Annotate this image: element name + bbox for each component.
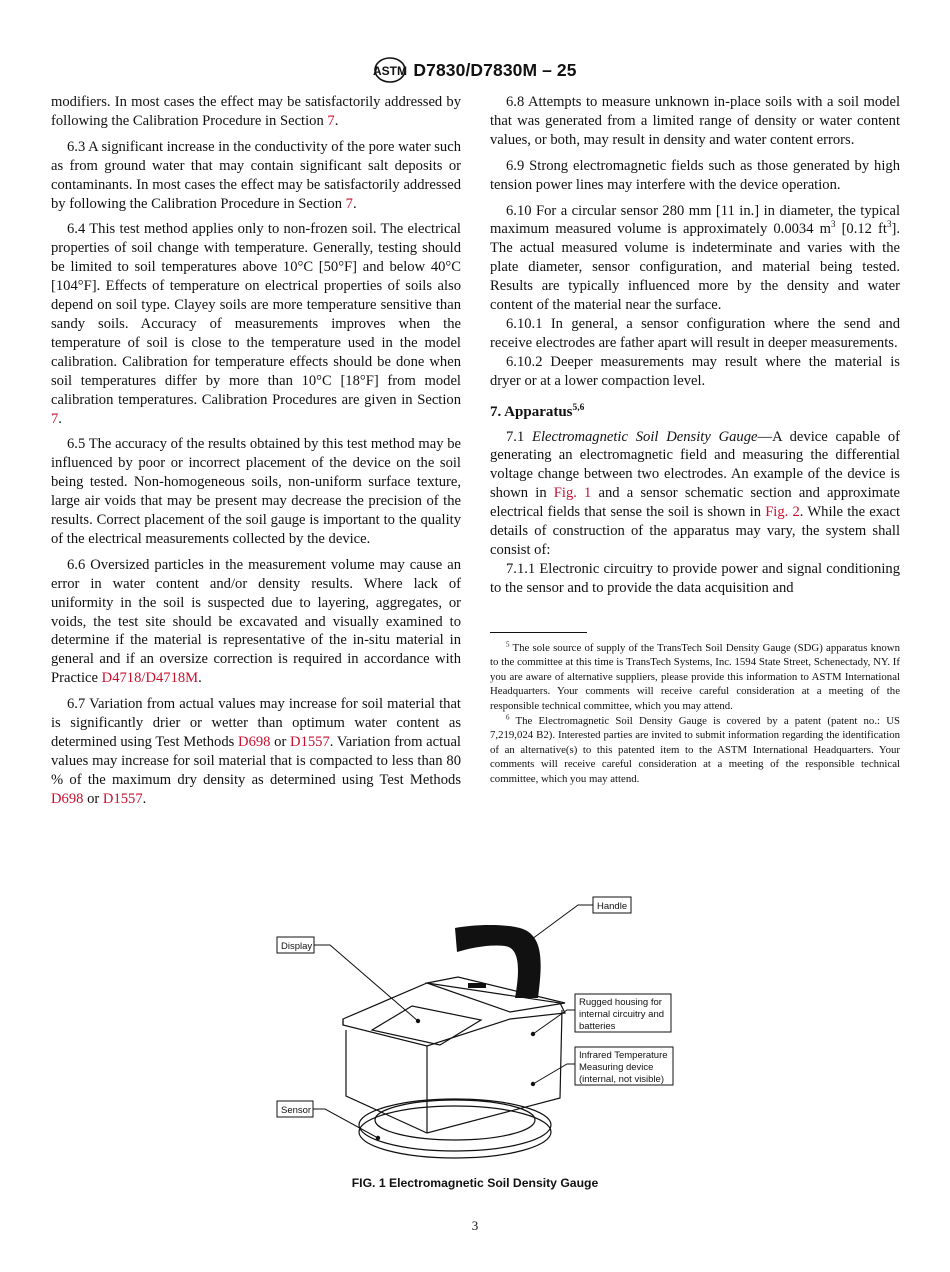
figure-caption: FIG. 1 Electromagnetic Soil Density Gauge: [351, 1176, 599, 1190]
fig-1-link[interactable]: Fig. 1: [553, 485, 592, 502]
d4718-link[interactable]: D4718/D4718M: [101, 670, 199, 687]
paragraph-6-2-continued: modifiers. In most cases the effect may be satisfactorily addressed by following the Calibration Procedure in Section 7.: [51, 94, 461, 129]
footnote-6: $^6$ The Electromagnetic Soil Density Gauge is covered by a patent (patent no.: US 7,219,024 B2). Interested parties are invited to submit information regarding the identification of an alternative(s) to this patented item to the ASTM International Headquarters. Your comments will receive careful consideration at a meeting of the responsible technical committee, which you may attend.: [490, 713, 900, 785]
paragraph-6-10: 6.10 For a circular sensor 280 mm [11 in.] in diameter, the typical maximum measured volume is approximately 0.0034 $m^3$ [0.12 $ft^3$]. The actual measured volume is indeterminate and varies with the plate diameter, sensor configuration, and material being tested. Results are typically influenced more by the density and water content of the material near the surface.: [490, 202, 900, 314]
paragraph-6-4: 6.4 This test method applies only to non-frozen soil. The electrical properties of soil change with temperature. Generally, testing should be limited to soil temperatures above 10°C [50°F] and below 40°C [104°F]. Effects of temperature on electrical properties of soils also depend on soil type. Clayey soils are more temperature sensitive than sandy soils. Accuracy of measurements improves when the temperature of soil is close to the temperature used in the model calibration. Calibration for temperature effects should be done when soil temperatures differ by more than 10°C [18°F] from model calibration temperatures. Calibration Procedures are given in Section 7.: [51, 221, 461, 427]
d698-link[interactable]: D698: [238, 734, 271, 750]
paragraph-6-10-2: 6.10.2 Deeper measurements may result where the material is dryer or at a lower compaction level.: [490, 353, 900, 389]
section-7-link[interactable]: 7: [327, 112, 335, 129]
figure-1-soil-density-gauge: [262, 888, 692, 1188]
label-housing-line3: batteries: [579, 1021, 616, 1032]
page-number: 3: [471, 1218, 479, 1233]
section-7-link[interactable]: 7: [51, 410, 59, 427]
d1557-link[interactable]: D1557: [102, 790, 143, 807]
paragraph-6-8: 6.8 Attempts to measure unknown in-place soils with a soil model that was generated from a limited range of density or water content values, or both, may result in density and water content errors.: [490, 94, 900, 148]
label-handle: Handle: [597, 901, 628, 912]
d698-link[interactable]: D698: [51, 790, 84, 807]
paragraph-6-9: 6.9 Strong electromagnetic fields such as those generated by high tension power lines may interfere with the device operation.: [490, 157, 900, 193]
paragraph-7-1-1: 7.1.1 Electronic circuitry to provide power and signal conditioning to the sensor and to provide the data acquisition and: [490, 560, 900, 596]
label-sensor: Sensor: [281, 1105, 312, 1116]
paragraph-6-6: 6.6 Oversized particles in the measurement volume may cause an error in water content and/or density results. Where lack of uniformity in the soil is suspected due to layering, aggregates, or voids, the test site should be excavated and visually examined to determine if the material is representative of the in-situ material in general and if an oversize correction is required in accordance with Practice D4718/D4718M.: [51, 556, 461, 687]
paragraph-7-1: 7.1 Electromagnetic Soil Density Gauge—A device capable of generating an electromagnetic field and measuring the differential voltage change between two electrodes. An example of the device is shown in Fig. 1 and a sensor schematic section and approximate electrical fields that sense the soil is shown in Fig. 2. While the exact details of construction of the apparatus may vary, the system shall consist of:: [490, 428, 901, 558]
footnote-divider: [490, 632, 587, 633]
right-column: [490, 93, 900, 787]
section-7-link[interactable]: 7: [345, 195, 353, 212]
section-7-heading: 7. Apparatus$^{5,6}$: [490, 402, 585, 420]
footnote-5: $^5$ The sole source of supply of the TransTech Soil Density Gauge (SDG) apparatus known to the committee at this time is TransTech Systems, Inc. 1594 State Street, Schenectady, NY. If you are aware of alternative suppliers, please provide this information to ASTM International Headquarters. Your comments will receive careful consideration at a meeting of the responsible technical committee, which you may attend.: [490, 640, 900, 713]
paragraph-6-3: 6.3 A significant increase in the conductivity of the pore water such as from ground water that may contain significant salt deposits or contaminants. In most cases the effect may be satisfactorily addressed by following the Calibration Procedure in Section 7.: [51, 138, 461, 212]
d1557-link[interactable]: D1557: [290, 734, 330, 750]
paragraph-6-5: 6.5 The accuracy of the results obtained by this test method may be influenced by poor or incorrect placement of the device on the soil being tested. Non-homogeneous soils, non-uniform surface texture, large air voids that may be present may decrease the precision of the results. Correct placement of the soil gauge is important to the quality of the electrical measurements collected by the device.: [51, 436, 461, 547]
label-display: Display: [281, 941, 313, 952]
page-header: [0, 56, 950, 89]
document-id: D7830/D7830M – 25: [413, 59, 577, 80]
label-housing-line1: Rugged housing for: [579, 997, 662, 1008]
label-infrared-line2: Measuring device: [579, 1062, 654, 1073]
label-infrared-line3: (internal, not visible): [579, 1074, 665, 1085]
fig-2-link[interactable]: Fig. 2: [765, 504, 800, 521]
left-column: [51, 93, 461, 816]
paragraph-6-10-1: 6.10.1 In general, a sensor configuration where the send and receive electrodes are father apart will result in deeper measurements.: [490, 315, 900, 351]
astm-logo-icon: [373, 56, 407, 84]
paragraph-6-7: 6.7 Variation from actual values may increase for soil material that is significantly drier or wetter than optimum water content as determined using Test Methods D698 or D1557. Variation from actual values may increase for soil material that is compacted to less than 80 % of the maximum dry density as determined using Test Methods D698 or D1557.: [51, 696, 461, 807]
label-housing-line2: internal circuitry and: [579, 1009, 665, 1020]
svg-text:ASTM: ASTM: [373, 64, 408, 78]
label-infrared-line1: Infrared Temperature: [579, 1050, 668, 1061]
